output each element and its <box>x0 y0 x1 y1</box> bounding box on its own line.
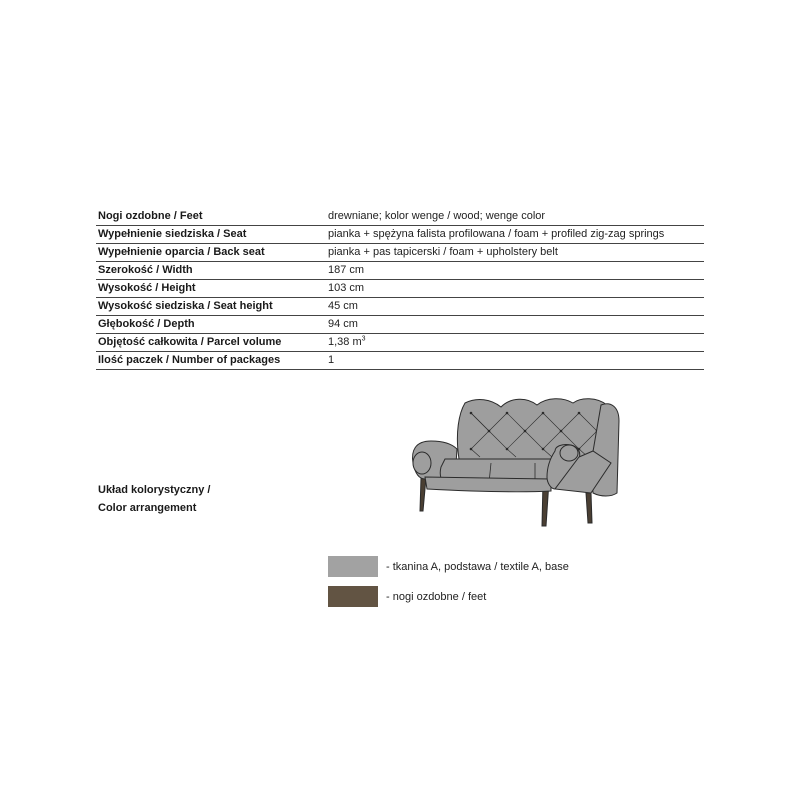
sofa-illustration <box>405 393 637 533</box>
spec-label: Wysokość / Height <box>96 280 326 298</box>
volume-value: 1,38 m <box>328 336 362 348</box>
swatch-row-textile <box>328 556 569 577</box>
spec-row-height <box>96 280 704 298</box>
spec-value <box>326 334 704 352</box>
sofa-leg-left <box>420 478 426 511</box>
spec-row-feet <box>96 208 704 226</box>
spec-value: drewniane; kolor wenge / wood; wenge color <box>326 208 704 226</box>
sofa-base <box>425 477 551 492</box>
swatch-row-feet <box>328 586 486 607</box>
spec-value: 94 cm <box>326 316 704 334</box>
spec-value: 1 <box>326 352 704 370</box>
spec-row-seat <box>96 226 704 244</box>
color-swatch-feet <box>328 586 378 607</box>
swatch-label: - tkanina A, podstawa / textile A, base <box>386 560 569 573</box>
spec-label: Ilość paczek / Number of packages <box>96 352 326 370</box>
color-arrangement-title-line1: Układ kolorystyczny / <box>98 484 211 496</box>
spec-value: 45 cm <box>326 298 704 316</box>
spec-row-width <box>96 262 704 280</box>
color-swatch-textile <box>328 556 378 577</box>
spec-label: Wysokość siedziska / Seat height <box>96 298 326 316</box>
spec-label: Szerokość / Width <box>96 262 326 280</box>
spec-label: Wypełnienie siedziska / Seat <box>96 226 326 244</box>
spec-label: Nogi ozdobne / Feet <box>96 208 326 226</box>
spec-row-packages <box>96 352 704 370</box>
sofa-left-arm-scroll <box>413 452 431 474</box>
spec-label: Wypełnienie oparcia / Back seat <box>96 244 326 262</box>
sofa-right-arm-scroll <box>560 445 578 461</box>
spec-row-parcel-volume <box>96 334 704 352</box>
volume-unit-exponent: 3 <box>361 335 366 343</box>
spec-row-depth <box>96 316 704 334</box>
color-arrangement-title-line2: Color arrangement <box>98 502 197 514</box>
spec-row-back-seat <box>96 244 704 262</box>
spec-label: Głębokość / Depth <box>96 316 326 334</box>
spec-value: pianka + pas tapicerski / foam + upholstery belt <box>326 244 704 262</box>
color-arrangement-title <box>98 481 211 517</box>
specification-table <box>96 208 704 370</box>
spec-value: 187 cm <box>326 262 704 280</box>
swatch-label: - nogi ozdobne / feet <box>386 590 487 603</box>
spec-row-seat-height <box>96 298 704 316</box>
spec-value: 103 cm <box>326 280 704 298</box>
spec-value: pianka + spężyna falista profilowana / foam + profiled zig-zag springs <box>326 226 704 244</box>
sofa-leg-right-back <box>586 493 592 523</box>
spec-label: Objętość całkowita / Parcel volume <box>96 334 326 352</box>
